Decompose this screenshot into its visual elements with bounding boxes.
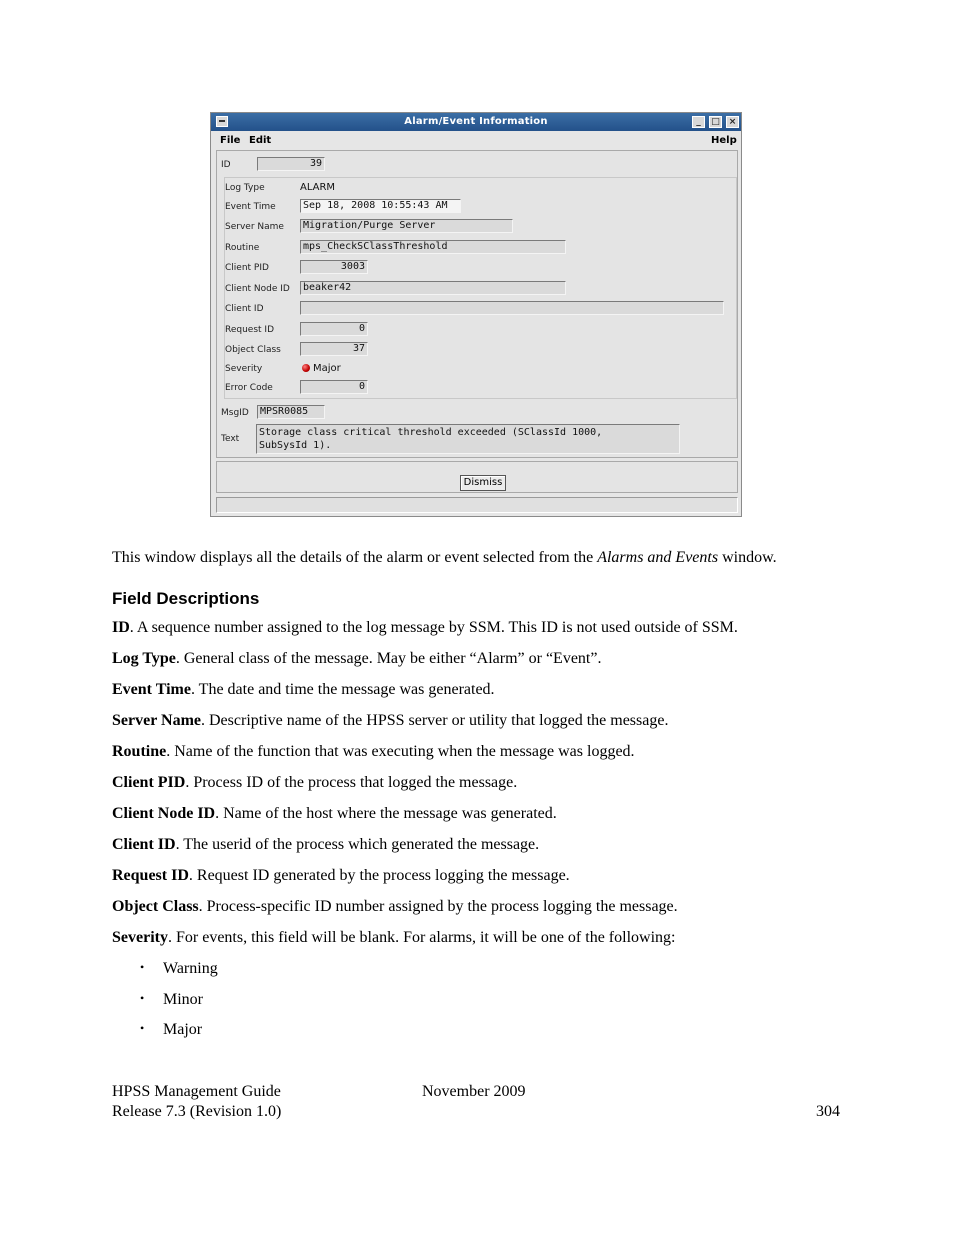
object-class-label: Object Class	[225, 345, 281, 355]
desc-routine	[112, 742, 635, 762]
desc-text: . Process ID of the process that logged the message.	[185, 774, 518, 791]
intro-paragraph	[112, 548, 777, 568]
msgid-field[interactable]: MPSR0085	[257, 405, 325, 419]
request-id-field[interactable]: 0	[300, 322, 368, 336]
desc-event-time	[112, 680, 495, 700]
desc-term: Object Class	[112, 898, 199, 915]
event-time-label: Event Time	[225, 202, 276, 212]
footer-release: Release 7.3 (Revision 1.0)	[112, 1103, 282, 1120]
desc-text: . The userid of the process which generated the message.	[175, 836, 540, 853]
minimize-icon[interactable]: _	[692, 116, 705, 128]
desc-text: . For events, this field will be blank. For alarms, it will be one of the following:	[167, 929, 676, 946]
desc-text: . General class of the message. May be either “Alarm” or “Event”.	[175, 650, 602, 667]
log-type-label: Log Type	[225, 183, 265, 193]
desc-object-class	[112, 897, 678, 917]
client-node-id-field[interactable]: beaker42	[300, 281, 566, 295]
close-icon[interactable]: ×	[726, 116, 739, 128]
bullet-icon: •	[140, 991, 145, 1005]
severity-label: Severity	[225, 364, 263, 374]
text-line-1: Storage class critical threshold exceeded (SClassId 1000,	[259, 427, 603, 438]
severity-indicator-icon	[302, 364, 310, 372]
desc-term: Request ID	[112, 867, 189, 884]
msgid-label: MsgID	[221, 408, 249, 418]
text-label: Text	[221, 434, 240, 444]
alarm-event-window	[210, 112, 742, 517]
desc-term: Routine	[112, 743, 167, 760]
menu-file[interactable]: File	[220, 135, 241, 146]
id-label: ID	[221, 160, 231, 170]
bullet-icon: •	[140, 1021, 145, 1035]
button-bar	[216, 461, 738, 493]
desc-term: Event Time	[112, 681, 191, 698]
desc-term: Client Node ID	[112, 805, 216, 822]
menu-bar	[211, 132, 741, 148]
object-class-field[interactable]: 37	[300, 342, 368, 356]
list-item-text: Minor	[163, 991, 203, 1008]
footer-date: November 2009	[422, 1083, 526, 1100]
title-bar	[211, 113, 741, 131]
dismiss-button[interactable]: Dismiss	[460, 475, 506, 491]
client-id-label: Client ID	[225, 304, 264, 314]
desc-term: Log Type	[112, 650, 176, 667]
maximize-icon[interactable]: □	[709, 116, 722, 128]
desc-term: Severity	[112, 929, 168, 946]
footer-guide-title: HPSS Management Guide	[112, 1083, 281, 1100]
window-title: Alarm/Event Information	[404, 116, 548, 127]
client-pid-field[interactable]: 3003	[300, 260, 368, 274]
event-time-field[interactable]: Sep 18, 2008 10:55:43 AM	[300, 199, 461, 213]
desc-term: Client ID	[112, 836, 176, 853]
details-panel	[216, 150, 738, 458]
desc-term: Server Name	[112, 712, 201, 729]
desc-term: ID	[112, 619, 130, 636]
text-line-2: SubSysId 1).	[259, 440, 332, 451]
error-code-field[interactable]: 0	[300, 380, 368, 394]
list-item-text: Warning	[163, 960, 218, 977]
request-id-label: Request ID	[225, 325, 275, 335]
routine-field[interactable]: mps_CheckSClassThreshold	[300, 240, 566, 254]
desc-text: . Name of the function that was executing when the message was logged.	[166, 743, 635, 760]
log-type-value: ALARM	[300, 182, 336, 193]
intro-text: This window displays all the details of the alarm or event selected from the	[112, 549, 598, 566]
error-code-label: Error Code	[225, 383, 273, 393]
desc-text: . Descriptive name of the HPSS server or utility that logged the message.	[201, 712, 669, 729]
desc-request-id	[112, 866, 570, 886]
server-name-label: Server Name	[225, 222, 284, 232]
desc-text: . The date and time the message was generated.	[190, 681, 495, 698]
server-name-field[interactable]: Migration/Purge Server	[300, 219, 513, 233]
client-node-id-label: Client Node ID	[225, 284, 290, 294]
menu-help[interactable]: Help	[711, 135, 737, 146]
routine-label: Routine	[225, 243, 260, 253]
desc-term: Client PID	[112, 774, 186, 791]
footer-page-number: 304	[816, 1103, 840, 1120]
desc-text: . Request ID generated by the process logging the message.	[188, 867, 570, 884]
desc-severity	[112, 928, 675, 948]
desc-log-type	[112, 649, 601, 669]
menu-edit[interactable]: Edit	[249, 135, 272, 146]
section-heading: Field Descriptions	[112, 589, 260, 608]
desc-client-id	[112, 835, 539, 855]
client-id-field[interactable]	[300, 301, 724, 315]
desc-id	[112, 618, 738, 638]
desc-text: . Name of the host where the message was generated.	[215, 805, 557, 822]
desc-text: . A sequence number assigned to the log message by SSM. This ID is not used outside of SSM.	[129, 619, 738, 636]
list-item-text: Major	[163, 1021, 203, 1038]
intro-text-end: window.	[718, 549, 777, 566]
severity-value: Major	[313, 363, 341, 374]
desc-text: . Process-specific ID number assigned by the process logging the message.	[198, 898, 678, 915]
desc-server-name	[112, 711, 668, 731]
alarms-events-reference: Alarms and Events	[597, 549, 719, 566]
status-bar	[216, 497, 738, 513]
text-field[interactable]	[256, 424, 680, 454]
client-pid-label: Client PID	[225, 263, 269, 273]
desc-client-pid	[112, 773, 517, 793]
bullet-icon: •	[140, 960, 145, 974]
id-field: 39	[257, 157, 325, 171]
desc-client-node-id	[112, 804, 557, 824]
